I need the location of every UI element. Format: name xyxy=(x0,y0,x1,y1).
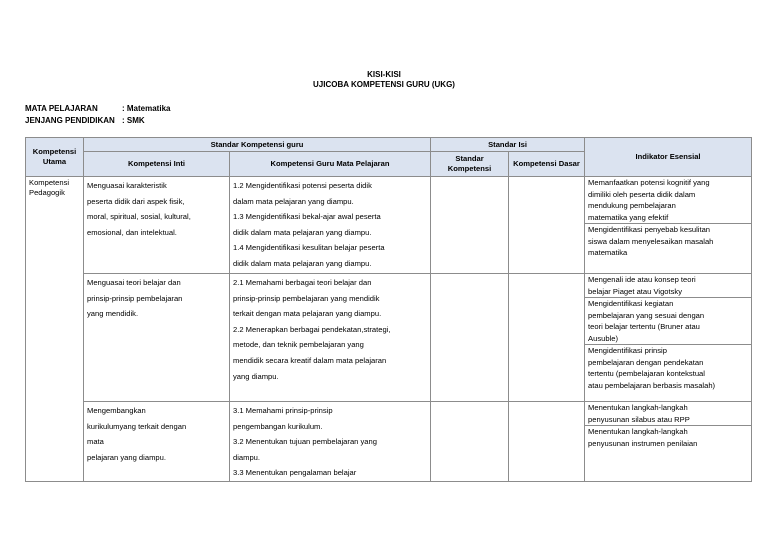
cell-kompetensi-guru-mapel xyxy=(230,402,431,482)
kompetensi-mapel-text: 2.2 Menerapkan berbagai pendekatan,strategi, xyxy=(233,324,391,334)
document-subtitle: UJICOBA KOMPETENSI GURU (UKG) xyxy=(313,80,455,89)
indikator-text: siswa dalam menyelesaikan masalah xyxy=(588,236,714,246)
indikator-text: penyusunan silabus atau RPP xyxy=(588,414,690,424)
header-standar-kompetensi: Standar Kompetensi xyxy=(431,152,509,177)
kompetensi-inti-text: Mengembangkan xyxy=(87,406,146,415)
kompetensi-mapel-text: 1.3 Mengidentifikasi bekal-ajar awal peserta xyxy=(233,212,381,222)
kompetensi-inti-text: yang mendidik. xyxy=(87,309,139,319)
indikator-item xyxy=(585,177,751,224)
meta-mata-pelajaran xyxy=(25,104,170,113)
kompetensi-mapel-text: 1.2 Mengidentifikasi potensi peserta didik xyxy=(233,181,372,190)
indikator-text: mendukung pembelajaran xyxy=(588,201,676,210)
header-kompetensi-utama: Kompetensi Utama xyxy=(26,138,84,177)
indikator-text: Mengidentifikasi kegiatan xyxy=(588,299,674,308)
header-standar-isi: Standar Isi xyxy=(431,138,585,152)
kisi-kisi-table xyxy=(25,137,752,482)
cell-standar-kompetensi xyxy=(431,402,509,482)
indikator-text: belajar Piaget atau Vigotsky xyxy=(588,286,683,296)
indikator-text: Mengidentifikasi prinsip xyxy=(588,346,667,355)
kompetensi-mapel-text: terkait dengan mata pelajaran yang diampu. xyxy=(233,309,382,319)
kompetensi-inti-text: prinsip-prinsip pembelajaran xyxy=(87,293,183,303)
indikator-text: Mengenali ide atau konsep teori xyxy=(588,275,696,284)
indikator-text: Mengidentifikasi penyebab kesulitan xyxy=(588,225,711,234)
indikator-text: pembelajaran dengan pendekatan xyxy=(588,357,704,367)
indikator-text: Menentukan langkah-langkah xyxy=(588,427,688,436)
header-kompetensi-dasar: Kompetensi Dasar xyxy=(509,152,585,177)
indikator-item xyxy=(585,298,751,345)
indikator-text: dimiliki oleh peserta didik dalam xyxy=(588,189,696,199)
meta-key: JENJANG PENDIDIKAN xyxy=(25,116,115,125)
cell-kompetensi-utama xyxy=(26,177,84,482)
cell-indikator-esensial xyxy=(585,177,752,274)
indikator-text: atau pembelajaran berbasis masalah) xyxy=(588,380,716,390)
kompetensi-mapel-text: 2.1 Memahami berbagai teori belajar dan xyxy=(233,278,372,287)
kompetensi-inti-text: mata xyxy=(87,437,104,447)
indikator-item xyxy=(585,345,751,391)
kompetensi-inti-text: kurikulumyang terkait dengan xyxy=(87,421,187,431)
kompetensi-mapel-text: 3.1 Memahami prinsip-prinsip xyxy=(233,406,333,415)
indikator-item xyxy=(585,402,751,426)
cell-kompetensi-inti xyxy=(84,177,230,274)
kompetensi-mapel-text: 3.2 Menentukan tujuan pembelajaran yang xyxy=(233,437,377,447)
indikator-item xyxy=(585,224,751,259)
table-body xyxy=(26,177,752,482)
indikator-text: Ausuble) xyxy=(588,333,619,343)
kompetensi-mapel-text: dalam mata pelajaran yang diampu. xyxy=(233,196,354,206)
header-kompetensi-inti: Kompetensi Inti xyxy=(84,152,230,177)
kompetensi-inti-text: emosional, dan intelektual. xyxy=(87,227,177,237)
kompetensi-mapel-text: 3.3 Menentukan pengalaman belajar xyxy=(233,468,357,478)
cell-indikator-esensial xyxy=(585,274,752,402)
cell-standar-kompetensi xyxy=(431,274,509,402)
table-row xyxy=(26,274,752,402)
meta-jenjang xyxy=(25,116,145,125)
kompetensi-inti-text: pelajaran yang diampu. xyxy=(87,452,166,462)
kompetensi-mapel-text: mendidik secara kreatif dalam mata pelajaran xyxy=(233,355,387,365)
indikator-text: Menentukan langkah-langkah xyxy=(588,403,688,412)
kompetensi-utama-text: Kompetensi xyxy=(29,178,70,187)
meta-value: : SMK xyxy=(122,116,145,125)
indikator-item xyxy=(585,274,751,298)
kompetensi-mapel-text: didik dalam mata pelajaran yang diampu. xyxy=(233,227,372,237)
cell-kompetensi-dasar xyxy=(509,402,585,482)
kompetensi-inti-text: moral, spiritual, sosial, kultural, xyxy=(87,212,191,222)
table-row xyxy=(26,177,752,274)
kompetensi-mapel-text: metode, dan teknik pembelajaran yang xyxy=(233,340,364,350)
indikator-item xyxy=(585,426,751,449)
cell-standar-kompetensi xyxy=(431,177,509,274)
kompetensi-mapel-text: didik dalam mata pelajaran yang diampu. xyxy=(233,258,372,268)
kompetensi-mapel-text: yang diampu. xyxy=(233,371,279,381)
kompetensi-mapel-text: pengembangan kurikulum. xyxy=(233,421,323,431)
kompetensi-mapel-text: 1.4 Mengidentifikasi kesulitan belajar peserta xyxy=(233,243,385,253)
cell-kompetensi-dasar xyxy=(509,177,585,274)
meta-value: : Matematika xyxy=(122,104,171,113)
header-kompetensi-guru-mapel: Kompetensi Guru Mata Pelajaran xyxy=(230,152,431,177)
kompetensi-mapel-text: diampu. xyxy=(233,452,261,462)
cell-kompetensi-guru-mapel xyxy=(230,274,431,402)
header-standar-kompetensi-guru: Standar Kompetensi guru xyxy=(84,138,431,152)
document-title: KISI-KISI xyxy=(367,70,401,79)
cell-kompetensi-dasar xyxy=(509,274,585,402)
cell-indikator-esensial xyxy=(585,402,752,482)
cell-kompetensi-inti xyxy=(84,274,230,402)
indikator-text: Memanfaatkan potensi kognitif yang xyxy=(588,178,710,187)
kompetensi-inti-text: Menguasai teori belajar dan xyxy=(87,278,181,287)
indikator-text: teori belajar tertentu (Bruner atau xyxy=(588,322,700,331)
indikator-text: penyusunan instrumen penilaian xyxy=(588,438,698,448)
table-row xyxy=(26,402,752,482)
cell-kompetensi-inti xyxy=(84,402,230,482)
indikator-text: tertentu (pembelajaran kontekstual xyxy=(588,369,705,378)
kompetensi-mapel-text: prinsip-prinsip pembelajaran yang mendidik xyxy=(233,293,380,303)
indikator-text: matematika xyxy=(588,248,628,257)
meta-key: MATA PELAJARAN xyxy=(25,104,98,113)
indikator-text: matematika yang efektif xyxy=(588,212,669,222)
kompetensi-utama-text: Pedagogik xyxy=(29,188,65,197)
kompetensi-inti-text: peserta didik dari aspek fisik, xyxy=(87,196,185,206)
kompetensi-inti-text: Menguasai karakteristik xyxy=(87,181,167,190)
header-indikator-esensial: Indikator Esensial xyxy=(585,138,752,177)
cell-kompetensi-guru-mapel xyxy=(230,177,431,274)
indikator-text: pembelajaran yang sesuai dengan xyxy=(588,310,705,320)
